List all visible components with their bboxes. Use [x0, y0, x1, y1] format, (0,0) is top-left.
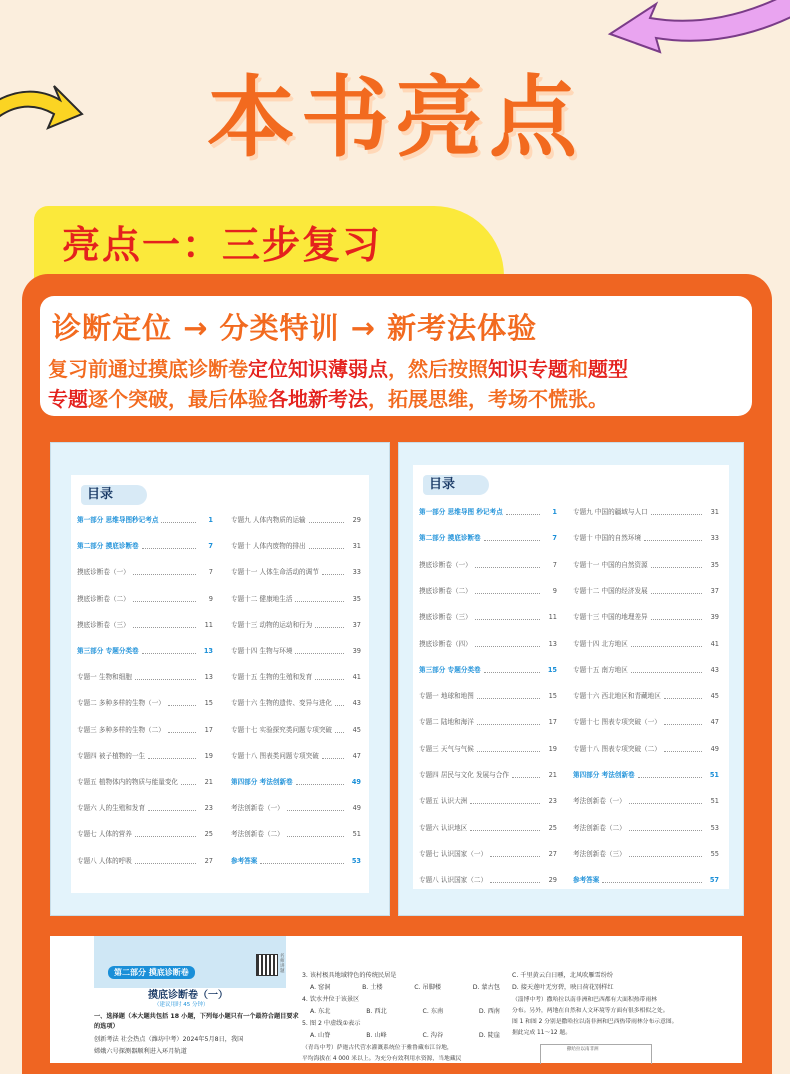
toc-section-row: [573, 770, 719, 780]
toc-label: 专题八 认识国家（二）: [419, 876, 488, 885]
step-arrow-icon: →: [350, 311, 376, 345]
toc-page-number: 47: [710, 718, 719, 727]
toc-page-number: 51: [709, 771, 719, 779]
toc-row: [419, 796, 557, 806]
option: A. 山脊: [310, 1032, 331, 1039]
toc-label: 专题十一 中国的自然资源: [573, 560, 648, 569]
toc-leader-dots: [664, 717, 702, 725]
toc-page-number: 53: [710, 823, 719, 832]
option: B. 山峰: [366, 1032, 387, 1039]
passage-line: （青岛中考）萨迦古代营水灌溉系统位于雅鲁藏布江谷地，: [302, 1045, 453, 1051]
toc-row: [231, 541, 361, 551]
toc-row: [231, 829, 361, 839]
toc-leader-dots: [664, 691, 702, 699]
toc-row: [77, 829, 213, 839]
toc-label: 专题十八 图表类问题专项突破: [231, 751, 319, 760]
toc-leader-dots: [484, 665, 540, 673]
toc-label: 专题十 中国的自然环境: [573, 534, 642, 543]
toc-label: 专题十七 图表专项突破（一）: [573, 718, 661, 727]
question-3: 3. 该村极具地域特色的传统民居是: [302, 972, 397, 979]
toc-leader-dots: [135, 856, 196, 864]
toc-page-number: 1: [552, 508, 557, 516]
toc-row: [419, 691, 557, 701]
toc-label: 专题十三 中国的地理差异: [573, 613, 648, 622]
toc-leader-dots: [477, 717, 540, 725]
toc-label: 专题七 人体的营养: [77, 830, 132, 839]
toc-label: 专题三 多种多样的生物（二）: [77, 725, 165, 734]
toc-label: 专题十七 实验探究类问题专项突破: [231, 725, 333, 734]
toc-section-row: [419, 533, 557, 543]
toc-page-number: 41: [352, 673, 361, 682]
toc-label: 参考答案: [573, 876, 600, 885]
toc-page-number: 49: [352, 804, 361, 813]
q4-options: [310, 1006, 500, 1015]
toc-leader-dots: [260, 856, 344, 864]
toc-page-number: 35: [352, 594, 361, 603]
toc-row: [573, 665, 719, 675]
toc-row: [231, 725, 361, 735]
desc-part: 知识专题: [488, 357, 568, 381]
toc-page-number: 31: [710, 508, 719, 516]
toc-label: 考法创新卷（二）: [573, 823, 626, 832]
toc-leader-dots: [315, 672, 344, 680]
passage-line: 据此完成 11～12 题。: [512, 1030, 572, 1036]
toc-leader-dots: [477, 744, 540, 752]
toc-row: [419, 717, 557, 727]
toc-leader-dots: [322, 567, 344, 575]
toc-page-number: 23: [548, 797, 557, 806]
toc-leader-dots: [651, 612, 702, 620]
toc-page-number: 35: [710, 560, 719, 569]
toc-page-number: 55: [710, 849, 719, 858]
toc-label: 专题一 生物和细胞: [77, 673, 132, 682]
toc-leader-dots: [475, 639, 540, 647]
desc-part: 复习前通过摸底诊断卷: [48, 357, 248, 381]
toc-leader-dots: [161, 515, 196, 523]
toc-label: 摸底诊断卷（一）: [77, 568, 130, 577]
toc-leader-dots: [512, 770, 540, 778]
toc-leader-dots: [142, 541, 196, 549]
toc-leader-dots: [335, 698, 344, 706]
toc-page-number: 39: [710, 613, 719, 622]
toc-label: 专题十五 南方地区: [573, 665, 628, 674]
toc-leader-dots: [135, 829, 196, 837]
toc-page-number: 21: [204, 778, 213, 786]
toc-row: [419, 849, 557, 859]
toc-leader-dots: [602, 875, 702, 883]
toc-leader-dots: [475, 586, 540, 594]
page-title: 本书亮点: [206, 66, 583, 169]
toc-page-number: 49: [351, 778, 361, 786]
step-2: 分类特训: [219, 311, 340, 345]
map-label: 撒哈拉以南非洲: [567, 1047, 599, 1052]
toc-row: [419, 586, 557, 596]
toc-label: 摸底诊断卷（一）: [419, 560, 472, 569]
toc-page-number: 13: [548, 639, 557, 648]
toc-row: [419, 744, 557, 754]
toc-label: 专题五 认识大洲: [419, 797, 468, 806]
toc-row: [77, 567, 213, 577]
option-line: C. 千里黄云白日曛，北风吹雁雪纷纷: [512, 972, 614, 979]
toc-page-number: 9: [552, 586, 557, 595]
toc-leader-dots: [651, 560, 702, 568]
toc-label: 专题四 被子植物的一生: [77, 751, 146, 760]
option: A. 东北: [310, 1008, 331, 1015]
toc-row: [231, 646, 361, 656]
toc-label: 考法创新卷（一）: [231, 804, 284, 813]
toc-page-number: 13: [203, 647, 213, 655]
toc-leader-dots: [148, 803, 196, 811]
toc-label: 专题十八 图表专项突破（二）: [573, 744, 661, 753]
toc-page-number: 21: [548, 771, 557, 779]
toc-page-number: 27: [548, 849, 557, 858]
toc-section-row: [231, 856, 361, 866]
toc-label: 专题四 居民与文化 发展与合作: [419, 771, 509, 779]
toc-label: 专题十 人体内废物的排出: [231, 542, 306, 551]
toc-leader-dots: [315, 620, 344, 628]
toc-page-number: 43: [352, 699, 361, 708]
toc-leader-dots: [475, 612, 540, 620]
option: D. 蒙古包: [472, 984, 500, 991]
option: C. 东南: [422, 1008, 444, 1015]
toc-label: 专题九 人体内物质的运输: [231, 516, 306, 524]
toc-row: [77, 777, 213, 787]
toc-leader-dots: [629, 823, 702, 831]
map-figure: [540, 1044, 652, 1064]
toc-page-number: 53: [351, 856, 361, 865]
desc-part: 和: [568, 357, 588, 381]
toc-label: 第四部分 考法创新卷: [231, 778, 293, 786]
toc-label: 专题十二 中国的经济发展: [573, 586, 648, 595]
toc-section-row: [231, 777, 361, 787]
toc-page-number: 15: [548, 692, 557, 701]
toc-row: [231, 751, 361, 761]
toc-row: [419, 639, 557, 649]
toc-label: 参考答案: [231, 856, 258, 865]
toc-label: 摸底诊断卷（二）: [419, 586, 472, 595]
toc-leader-dots: [309, 541, 344, 549]
toc-page-number: 7: [552, 560, 557, 569]
desc-part: 专题: [48, 387, 88, 411]
toc-label: 专题一 地球和地图: [419, 692, 474, 701]
desc-part: 逐个突破，最后体验: [88, 387, 268, 411]
toc-row: [231, 803, 361, 813]
step-arrow-icon: →: [183, 311, 209, 345]
toc-row: [231, 594, 361, 604]
toc-leader-dots: [133, 620, 196, 628]
toc-row: [419, 612, 557, 622]
toc-label: 专题十四 生物与环境: [231, 647, 293, 655]
toc-page-number: 49: [710, 744, 719, 753]
toc-leader-dots: [506, 507, 540, 515]
toc-leader-dots: [309, 515, 344, 523]
passage-line: 平均海拔在 4 000 米以上。为充分有效利用水资源，当地藏民: [302, 1056, 462, 1062]
toc-leader-dots: [133, 567, 196, 575]
toc-page-number: 37: [710, 586, 719, 595]
toc-pane-right: [398, 442, 744, 916]
toc-leader-dots: [631, 665, 702, 673]
toc-row: [419, 823, 557, 833]
toc-label: 专题十五 生物的生殖和发育: [231, 673, 313, 682]
toc-label: 摸底诊断卷（二）: [77, 594, 130, 603]
toc-page-number: 19: [548, 744, 557, 753]
part-label: 第二部分 摸底诊断卷: [108, 966, 195, 979]
toc-page-number: 15: [204, 699, 213, 708]
option-line: D. 接天莲叶无穷碧，映日荷花别样红: [512, 984, 614, 991]
toc-label: 第二部分 摸底诊断卷: [419, 534, 481, 543]
exam-time: （建议用时 45 分钟）: [154, 1002, 209, 1008]
toc-page-number: 25: [548, 823, 557, 832]
toc-label: 第三部分 专题分类卷: [419, 665, 481, 674]
question-1: 创新考法 社会热点（潍坊中考）2024年5月8日，我国: [94, 1036, 244, 1043]
toc-leader-dots: [644, 533, 702, 541]
toc-leader-dots: [322, 751, 344, 759]
toc-leader-dots: [181, 777, 196, 785]
toc-leader-dots: [470, 823, 540, 831]
exam-name: 摸底诊断卷（一）: [148, 990, 228, 1001]
toc-page-number: 9: [208, 594, 213, 603]
toc-leader-dots: [142, 646, 196, 654]
toc-label: 专题十一 人体生命活动的调节: [231, 568, 319, 577]
toc-label: 专题十六 生物的遗传、变异与进化: [231, 699, 333, 708]
toc-leader-dots: [470, 796, 540, 804]
toc-pane-left: [50, 442, 390, 916]
passage-line: （淄博中考）撒哈拉以南非洲和巴西都有大面积热带雨林: [512, 997, 657, 1003]
toc-row: [573, 823, 719, 833]
toc-section-row: [573, 875, 719, 885]
steps-line: [52, 306, 537, 347]
toc-page-number: 17: [204, 725, 213, 734]
toc-leader-dots: [287, 803, 344, 811]
toc-label: 专题八 人体的呼吸: [77, 856, 132, 865]
toc-page-number: 25: [204, 830, 213, 839]
desc-part: 定位知识薄弱点: [248, 357, 388, 381]
toc-row: [77, 698, 213, 708]
toc-page-number: 7: [208, 542, 213, 551]
toc-leader-dots: [287, 829, 344, 837]
toc-row: [573, 533, 719, 543]
toc-leader-dots: [135, 672, 196, 680]
toc-label: 专题六 认识地区: [419, 823, 468, 832]
toc-label: 专题十二 健康地生活: [231, 594, 293, 603]
toc-leader-dots: [490, 849, 540, 857]
toc-page-number: 31: [352, 542, 361, 551]
toc-leader-dots: [651, 507, 702, 515]
toc-page-number: 23: [204, 804, 213, 813]
toc-label: 考法创新卷（一）: [573, 797, 626, 806]
toc-page-number: 39: [352, 647, 361, 655]
toc-leader-dots: [477, 691, 540, 699]
option: B. 西北: [366, 1008, 387, 1015]
desc-part: ，拓展思维，考场不慌张。: [368, 387, 608, 411]
toc-label: 第一部分 思维导图秒记考点: [77, 516, 159, 524]
toc-row: [573, 612, 719, 622]
toc-label: 专题七 认识国家（一）: [419, 849, 488, 858]
question-4: 4. 饮水井位于该景区: [302, 996, 360, 1003]
toc-page-number: 29: [352, 516, 361, 524]
toc-leader-dots: [148, 751, 196, 759]
step-3: 新考法体验: [387, 311, 538, 345]
toc-leader-dots: [296, 777, 344, 785]
section-intro: 一、选择题（本大题共包括 18 小题，下列每小题只有一个最符合题目要求的选项）: [94, 1013, 299, 1030]
toc-row: [231, 698, 361, 708]
toc-leader-dots: [168, 698, 196, 706]
toc-page-number: 1: [208, 516, 213, 524]
toc-row: [573, 849, 719, 859]
toc-row: [573, 507, 719, 517]
toc-leader-dots: [631, 639, 702, 647]
toc-row: [419, 560, 557, 570]
toc-section-row: [77, 646, 213, 656]
desc-part: 各地新考法: [268, 387, 368, 411]
toc-label: 专题二 陆地和海洋: [419, 718, 474, 727]
toc-label: 第三部分 专题分类卷: [77, 647, 139, 655]
toc-label: 专题十三 动物的运动和行为: [231, 620, 313, 629]
toc-page-number: 51: [352, 830, 361, 839]
toc-label: 专题六 人的生殖和发育: [77, 804, 146, 813]
toc-label: 专题九 中国的疆域与人口: [573, 508, 648, 516]
option: C. 沟谷: [422, 1032, 444, 1039]
toc-label: 考法创新卷（三）: [573, 849, 626, 858]
toc-page-number: 19: [204, 751, 213, 760]
toc-leader-dots: [168, 725, 196, 733]
toc-row: [77, 725, 213, 735]
toc-label: 专题十四 北方地区: [573, 639, 628, 648]
toc-row: [231, 620, 361, 630]
toc-row: [419, 770, 557, 780]
toc-page-number: 7: [208, 568, 213, 577]
toc-page-number: 57: [709, 876, 719, 885]
toc-leader-dots: [133, 594, 196, 602]
q3-options: [310, 982, 500, 991]
q5-options: [310, 1030, 500, 1039]
toc-row: [573, 717, 719, 727]
toc-label: 第一部分 思维导图 秒记考点: [419, 508, 503, 516]
toc-page-number: 11: [548, 613, 557, 622]
toc-row: [77, 751, 213, 761]
toc-label: 考法创新卷（二）: [231, 830, 284, 839]
toc-label: 专题三 天气与气候: [419, 744, 474, 753]
toc-page-number: 33: [352, 568, 361, 577]
toc-leader-dots: [295, 594, 344, 602]
toc-row: [231, 567, 361, 577]
toc-label: 摸底诊断卷（三）: [77, 620, 130, 629]
toc-title: 目录: [423, 475, 489, 495]
toc-page-number: 17: [548, 718, 557, 727]
desc-part: 题型: [588, 357, 628, 381]
toc-page-number: 47: [352, 751, 361, 760]
toc-leader-dots: [295, 646, 344, 654]
desc-part: ，然后按照: [388, 357, 488, 381]
option: B. 土楼: [362, 984, 383, 991]
toc-label: 第四部分 考法创新卷: [573, 771, 635, 779]
toc-page-number: 29: [548, 876, 557, 885]
toc-row: [573, 560, 719, 570]
toc-page-number: 51: [710, 797, 719, 806]
exam-preview: [50, 936, 742, 1063]
toc-page-number: 15: [547, 665, 557, 674]
toc-page-number: 33: [710, 534, 719, 543]
option: A. 窑洞: [310, 984, 331, 991]
toc-label: 摸底诊断卷（三）: [419, 613, 472, 622]
toc-section-row: [77, 515, 213, 525]
passage-line: 图 1 和图 2 分别是撒哈拉以南非洲和巴西热带雨林分布示意图。: [512, 1019, 678, 1025]
toc-page-number: 13: [204, 673, 213, 682]
toc-label: 专题十六 西北地区和青藏地区: [573, 692, 661, 701]
qr-label: 名师讲题: [280, 954, 285, 974]
toc-leader-dots: [664, 744, 702, 752]
question-5: 5. 图 2 中虚线①表示: [302, 1020, 361, 1027]
toc-page-left: [71, 475, 369, 893]
toc-page-right: [413, 465, 729, 889]
toc-page-number: 27: [204, 856, 213, 865]
toc-leader-dots: [629, 796, 702, 804]
toc-section-row: [419, 507, 557, 517]
toc-leader-dots: [651, 586, 702, 594]
toc-row: [231, 672, 361, 682]
toc-leader-dots: [638, 770, 702, 778]
qr-code-icon: [256, 954, 278, 976]
toc-page-number: 37: [352, 620, 361, 629]
toc-page-number: 11: [204, 620, 213, 629]
toc-page-number: 45: [710, 692, 719, 701]
toc-row: [77, 856, 213, 866]
step-1: 诊断定位: [52, 311, 173, 345]
toc-label: 摸底诊断卷（四）: [419, 639, 472, 648]
toc-label: 专题五 植物体内的物质与能量变化: [77, 778, 179, 786]
toc-leader-dots: [475, 560, 540, 568]
toc-title: 目录: [81, 485, 147, 505]
option: D. 西南: [478, 1008, 500, 1015]
toc-row: [573, 639, 719, 649]
toc-leader-dots: [484, 533, 540, 541]
question-1-cont: 嫦娥六号探测器顺利进入环月轨道: [94, 1048, 187, 1055]
toc-row: [231, 515, 361, 525]
toc-row: [77, 803, 213, 813]
toc-row: [419, 875, 557, 885]
toc-row: [573, 691, 719, 701]
toc-row: [77, 672, 213, 682]
toc-row: [573, 744, 719, 754]
toc-leader-dots: [629, 849, 702, 857]
toc-section-row: [77, 541, 213, 551]
toc-leader-dots: [335, 725, 344, 733]
toc-page-number: 43: [710, 665, 719, 674]
toc-row: [573, 796, 719, 806]
toc-row: [573, 586, 719, 596]
toc-leader-dots: [490, 875, 540, 883]
summary-description: [48, 354, 748, 414]
toc-row: [77, 594, 213, 604]
option: C. 吊脚楼: [414, 984, 442, 991]
toc-label: 专题二 多种多样的生物（一）: [77, 699, 165, 708]
passage-line: 分布。另外，两地在自然和人文环境等方面有很多相似之处。: [512, 1008, 669, 1014]
toc-page-number: 7: [552, 534, 557, 543]
toc-section-row: [419, 665, 557, 675]
toc-label: 第二部分 摸底诊断卷: [77, 542, 139, 551]
option: D. 陡崖: [478, 1032, 500, 1039]
highlight-banner-text: 亮点一：三步复习: [62, 223, 383, 267]
toc-page-number: 45: [352, 725, 361, 734]
toc-row: [77, 620, 213, 630]
toc-page-number: 41: [710, 639, 719, 648]
